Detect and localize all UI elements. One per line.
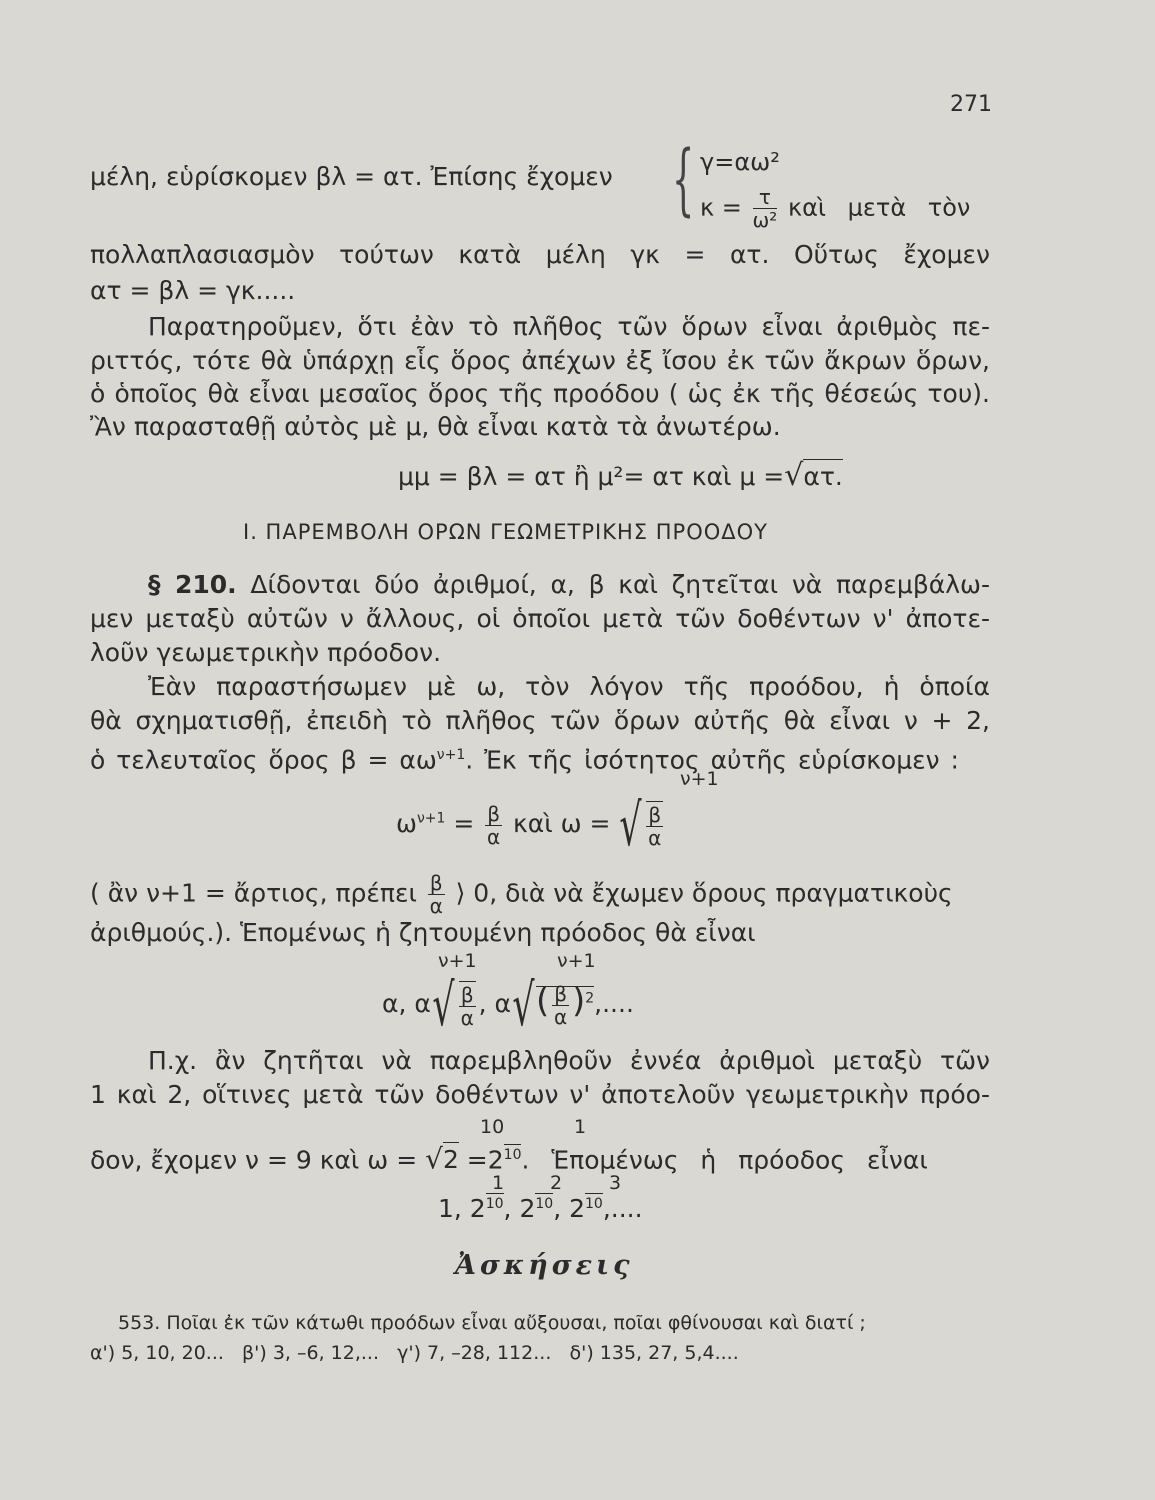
- example-pow-den: 10: [504, 1144, 522, 1163]
- text-line: πολλαπλασιασμὸν τούτων κατὰ μέλη γκ = ατ. Οὕτως ἔχομεν: [90, 240, 990, 269]
- eq2-denominator: ω²: [752, 208, 778, 232]
- sqrt-symbol: √: [784, 458, 804, 493]
- seq-fraction-2: [552, 983, 569, 1028]
- radical-sign: √: [619, 791, 642, 859]
- radical-sign: √: [512, 971, 535, 1039]
- omega-mid: καὶ ω =: [512, 809, 611, 838]
- condition-num: β: [429, 871, 443, 895]
- text-line: λοῦν γεωμετρικὴν πρόοδον.: [90, 638, 442, 667]
- text-line: ἀριθμούς.). Ἑπομένως ἡ ζητουμένη πρόοδος θὰ εἶναι: [90, 918, 756, 947]
- text-line: 1 καὶ 2, οἵτινες μετὰ τῶν δοθέντων ν' ἀποτελοῦν γεωμετρικὴν πρόο-: [90, 1080, 990, 1109]
- seq-num-1: β: [460, 983, 474, 1007]
- example-line3-b: . Ἑπομένως ἡ πρόοδος εἶναι: [521, 1145, 928, 1175]
- example-line3: [90, 1138, 990, 1177]
- exercise-553-line2: α') 5, 10, 20... β') 3, –6, 12,... γ') 7, –28, 112... δ') 135, 27, 5,4....: [90, 1342, 739, 1364]
- omega-root-num: β: [648, 803, 662, 827]
- seq-start: α, α: [382, 989, 431, 1018]
- para210-line6: [90, 738, 990, 777]
- condition-den: α: [429, 894, 443, 918]
- para210-line1: [148, 568, 990, 602]
- text-line: Π.χ. ἂν ζητῆται νὰ παρεμβληθοῦν ἐννέα ἀριθμοὶ μεταξὺ τῶν: [148, 1046, 990, 1075]
- omega-root-fraction: [646, 801, 663, 849]
- seq-end: ,....: [594, 989, 634, 1018]
- formula-omega: [396, 791, 666, 859]
- example-line3-a: δον, ἔχομεν ν = 9 καὶ ω =: [90, 1145, 418, 1175]
- seq-1-start: 1, 2: [438, 1194, 486, 1223]
- eq2-fraction: [753, 186, 778, 231]
- text-line: θὰ σχηματισθῇ, ἐπειδὴ τὸ πλῆθος τῶν ὅρων αὐτῆς θὰ εἶναι ν + 2,: [90, 706, 990, 735]
- formula-mean-radicand: ατ.: [803, 459, 842, 491]
- system-eq1: γ=αω²: [700, 148, 780, 176]
- seq-exp-den-2: 10: [535, 1193, 553, 1212]
- seq-pow-num-3: 3: [609, 1172, 622, 1194]
- seq-exp-den-3: 10: [585, 1193, 603, 1212]
- condition-a: ( ἂν ν+1 = ἄρτιος, πρέπει: [90, 878, 417, 908]
- seq-exponent: 2: [585, 990, 595, 1007]
- text-line: Ἐὰν παραστήσωμεν μὲ ω, τὸν λόγον τῆς προόδου, ἡ ὁποία: [148, 672, 990, 701]
- condition-b: ⟩ 0, διὰ νὰ ἔχωμεν ὅρους πραγματικοὺς: [455, 878, 953, 908]
- example-radicand: 2: [443, 1142, 459, 1174]
- system-intro: μέλη, εὑρίσκομεν βλ = ατ. Ἐπίσης ἔχομεν: [90, 162, 613, 191]
- line6-exponent: ν+1: [436, 747, 466, 763]
- omega-num: β: [487, 801, 501, 826]
- omega-root-index: ν+1: [680, 768, 719, 790]
- radical-sign: √: [432, 971, 455, 1039]
- condition-fraction: [428, 872, 445, 917]
- example-root-index: 10: [480, 1116, 505, 1138]
- text-line: ὁ ὁποῖος θὰ εἶναι μεσαῖος ὅρος τῆς προόδου ( ὡς ἐκ τῆς θέσεώς του).: [90, 379, 990, 408]
- exercises-heading: Ἀσκήσεις: [455, 1250, 634, 1281]
- example-power-base: =2: [466, 1145, 504, 1175]
- example-pow-num: 1: [574, 1116, 587, 1138]
- text-line: ατ = βλ = γκ.....: [90, 276, 296, 305]
- section-title: I. ΠΑΡΕΜΒΟΛΗ ΟΡΩΝ ΓΕΩΜΕΤΡΙΚΗΣ ΠΡΟΟΔΟΥ: [243, 520, 768, 544]
- seq-root-index-1: ν+1: [438, 950, 477, 972]
- text-line: μεν μεταξὺ αὐτῶν ν ἄλλους, οἱ ὁποῖοι μετὰ τῶν δοθέντων ν' ἀποτε-: [90, 604, 990, 633]
- system-eq2: [700, 186, 970, 231]
- text-line: Ἂν παρασταθῇ αὐτὸς μὲ μ, θὰ εἶναι κατὰ τὰ ἀνωτέρω.: [90, 412, 781, 441]
- seq-1-end: ,....: [602, 1194, 643, 1223]
- omega-den: α: [487, 824, 501, 849]
- exercise-553-line1: 553. Ποῖαι ἐκ τῶν κάτωθι προόδων εἶναι αὔξουσαι, ποῖαι φθίνουσαι καὶ διατί ;: [118, 1312, 866, 1334]
- omega-equals: =: [453, 809, 475, 838]
- para210-label: § 210.: [148, 570, 237, 599]
- seq-den-2: α: [553, 1004, 568, 1029]
- paren-close: ): [571, 981, 586, 1021]
- page-number: 271: [950, 92, 992, 117]
- seq-fraction-1: [459, 981, 476, 1029]
- eq2-right: καὶ μετὰ τὸν: [787, 193, 971, 222]
- text-line: ριττός, τότε θὰ ὑπάρχῃ εἷς ὅρος ἀπέχων ἐξ ἴσου ἐκ τῶν ἄκρων ὅρων,: [90, 346, 990, 375]
- eq2-numerator: τ: [753, 186, 778, 209]
- seq-exp-den-1: 10: [486, 1193, 504, 1212]
- eq2-left: κ =: [700, 193, 742, 222]
- system-brace: {: [672, 135, 695, 225]
- para210-text: Δίδονται δύο ἀριθμοί, α, β καὶ ζητεῖται νὰ παρεμβάλω-: [250, 570, 991, 599]
- example-sequence: [438, 1194, 643, 1223]
- text-line: Παρατηροῦμεν, ὅτι ἐὰν τὸ πλῆθος τῶν ὅρων εἶναι ἀριθμὸς πε-: [148, 312, 990, 341]
- omega-fraction: [485, 803, 502, 848]
- condition-line1: [90, 872, 990, 917]
- omega-root-den: α: [648, 826, 662, 850]
- formula-mean-left: μμ = βλ = ατ ἢ μ²= ατ καὶ μ =: [398, 462, 785, 491]
- formula-sequence: [382, 971, 634, 1039]
- line6-a: ὁ τελευταῖος ὅρος β = αω: [90, 745, 437, 775]
- omega-exponent: ν+1: [416, 810, 446, 827]
- formula-mean: [398, 458, 843, 493]
- seq-pow-num-1: 1: [492, 1172, 505, 1194]
- seq-sep-1: , 2: [503, 1194, 536, 1223]
- seq-sep-2: , 2: [553, 1194, 585, 1223]
- sqrt-symbol: √: [425, 1142, 443, 1176]
- seq-sep: , α: [478, 989, 511, 1018]
- omega-lhs: ω: [396, 809, 417, 838]
- seq-pow-num-2: 2: [550, 1172, 563, 1194]
- paren-open: (: [535, 981, 550, 1021]
- seq-radicand-2: [535, 981, 595, 1029]
- line6-b: . Ἐκ τῆς ἰσότητος αὐτῆς εὑρίσκομεν :: [465, 745, 959, 775]
- seq-den-1: α: [460, 1006, 474, 1030]
- seq-root-index-2: ν+1: [557, 950, 596, 972]
- seq-num-2: β: [554, 981, 567, 1006]
